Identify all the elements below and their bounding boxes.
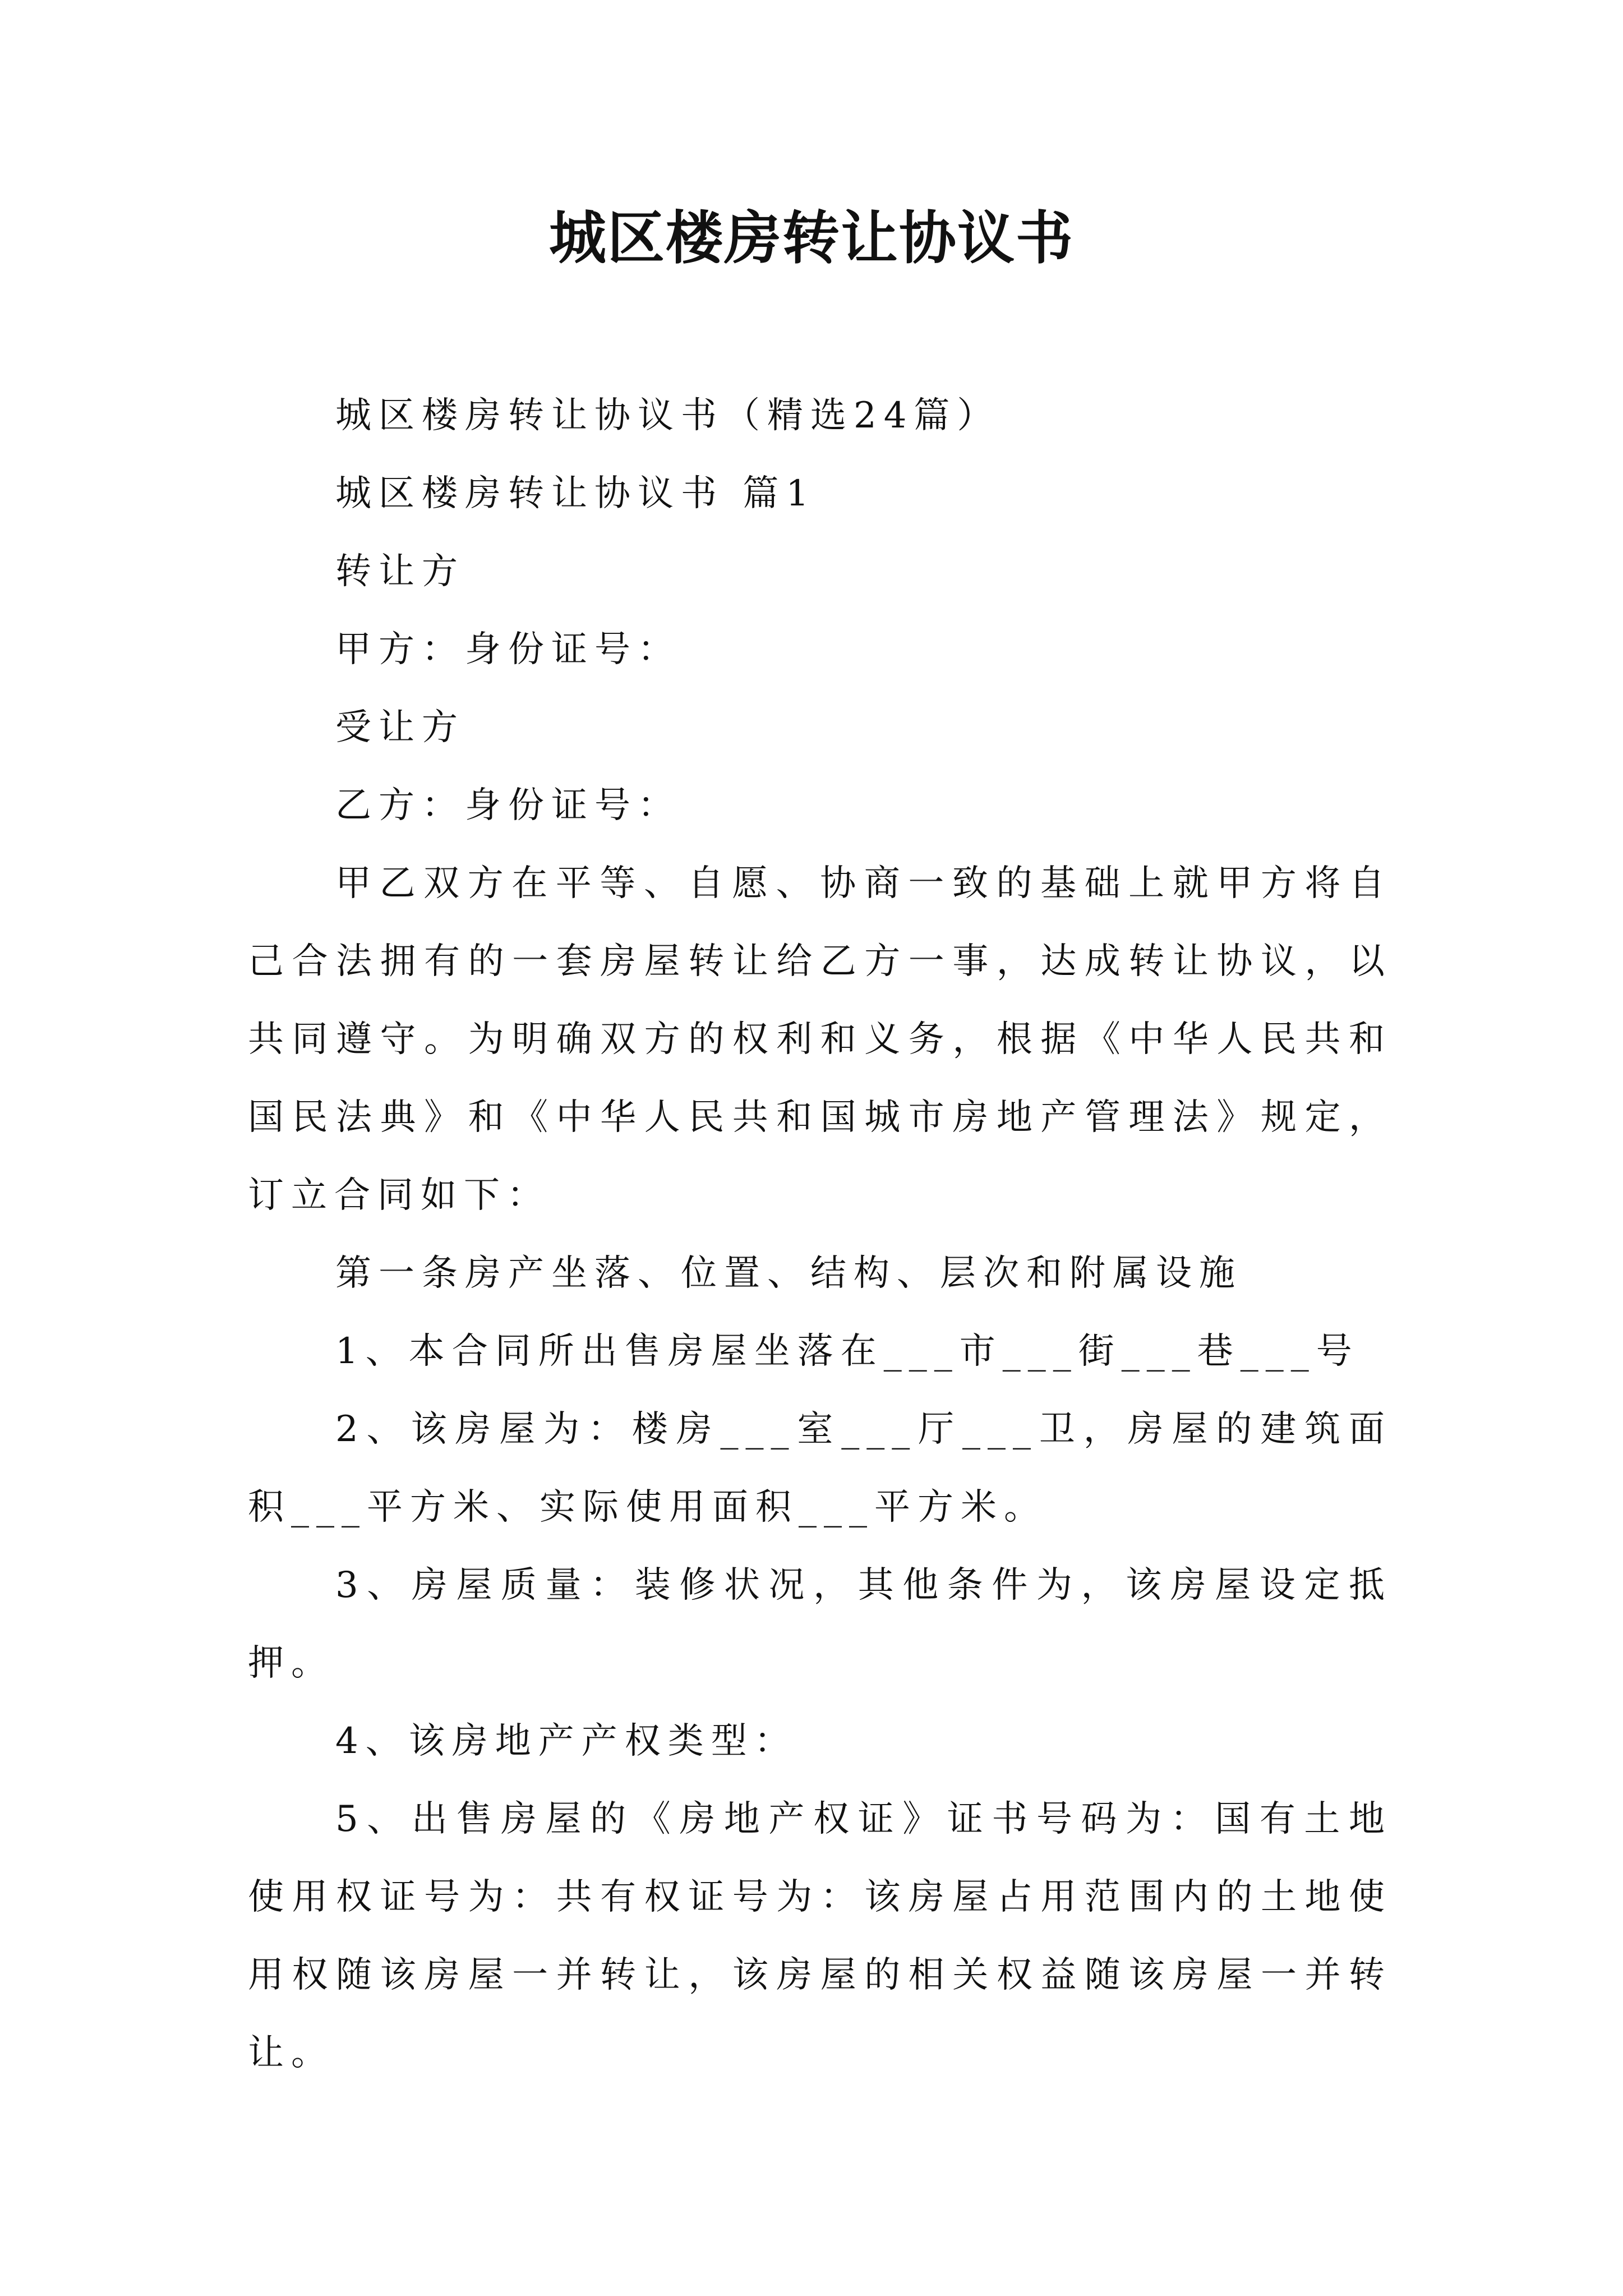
paragraph-transferor: 转让方 [335, 551, 465, 592]
paragraph-section-heading: 城区楼房转让协议书 篇1 [335, 473, 817, 514]
paragraph-article-1: 第一条房产坐落、位置、结构、层次和附属设施 [335, 1253, 1242, 1294]
paragraph-party-a: 甲方：身份证号： [335, 629, 681, 670]
paragraph-item-2: 2、该房屋为：楼房___室___厅___卫，房屋的建筑面积___平方米、实际使用面积___平方米。 [248, 1409, 1392, 1528]
paragraph-party-b: 乙方：身份证号： [335, 785, 681, 826]
document-body [248, 377, 1392, 2092]
paragraph-item-5: 5、出售房屋的《房地产权证》证书号码为：国有土地使用权证号为：共有权证号为：该房屋占用范围内的土地使用权随该房屋一并转让，该房屋的相关权益随该房屋一并转让。 [248, 1798, 1392, 2074]
paragraph-transferee: 受让方 [335, 707, 465, 748]
paragraph-item-3: 3、房屋质量：装修状况，其他条件为，该房屋设定抵押。 [248, 1565, 1392, 1684]
paragraph-preamble: 甲乙双方在平等、自愿、协商一致的基础上就甲方将自己合法拥有的一套房屋转让给乙方一事，达成转让协议，以共同遵守。为明确双方的权利和义务，根据《中华人民共和国民法典》和《中华人民共和国城市房地产管理法》规定，订立合同如下： [248, 863, 1392, 1216]
paragraph-item-1: 1、本合同所出售房屋坐落在___市___街___巷___号 [335, 1331, 1359, 1372]
document-title: 城区楼房转让协议书 [549, 205, 1074, 272]
paragraph-collection-heading: 城区楼房转让协议书（精选24篇） [335, 395, 1000, 436]
paragraph-item-4: 4、该房地产产权类型： [335, 1720, 797, 1762]
